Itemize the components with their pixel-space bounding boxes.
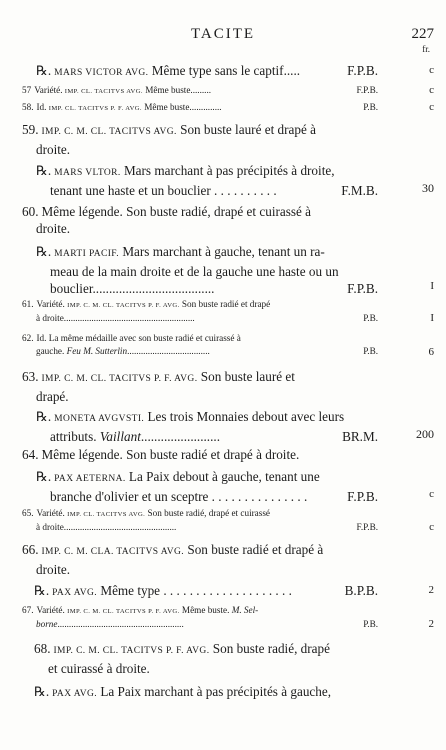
value: c [429,64,434,76]
variety-entry: 61. Variété. IMP. C. M. CL. TACITVS P. F. AVG. Son buste radié et drapé à droite......................................................... P.B. [22,299,378,323]
variety-entry: 58. Id. IMP. CL. TACITVS P. F. AVG. Même buste.............. P.B. [22,102,378,112]
page-number: 227 [411,26,434,42]
reverse-entry: ℞. MARS VICTOR AVG. Même type sans le captif..... F.P.B. [36,63,378,78]
obverse-entry: 59. IMP. C. M. CL. TACITVS AVG. Son buste lauré et drapé à droite. [22,122,316,157]
obverse-entry: 64. Même légende. Son buste radié et drapé à droite. [22,447,300,462]
obverse-entry: 63. IMP. C. M. CL. TACITVS P. F. AVG. Son buste lauré et drapé. [22,369,295,404]
value: c [429,521,434,533]
variety-entry: 65. Variété. IMP. CL. TACITVS AVG. Son buste radié, drapé et cuirassé à droite................................................. F.P.B. [22,508,378,532]
value: 2 [428,618,434,630]
value: c [429,84,434,96]
variety-entry: 57 Variété. IMP. CL. TACITVS AVG. Même buste......... F.P.B. [22,85,378,95]
reverse-entry: ℞. PAX AETERNA. La Paix debout à gauche, tenant une branche d'olivier et un sceptre . . . . . . . . . . . . . . . F.P.B. [36,469,378,504]
value: 30 [422,181,434,195]
value: 6 [428,346,434,358]
value: c [429,488,434,500]
reverse-entry: ℞. PAX AVG. La Paix marchant à pas précipités à gauche, [34,684,332,699]
value-unit: fr. [422,44,430,54]
obverse-entry: 66. IMP. C. M. CLA. TACITVS AVG. Son buste radié et drapé à droite. [22,542,324,577]
variety-entry: 67. Variété. IMP. C. M. CL. TACITVS P. F. AVG. Même buste. M. Sel- borne....................................................... P.B. [22,605,378,629]
reverse-entry: ℞. MONETA AVGVSTI. Les trois Monnaies debout avec leurs attributs. Vaillant........................ BR.M. [36,409,378,444]
reverse-entry: ℞. MARTI PACIF. Mars marchant à gauche, tenant un ra- meau de la main droite et de la gauche une haste ou un bouclier..................................... F.P.B. [36,244,378,296]
value: 2 [428,584,434,596]
obverse-entry: 68. IMP. C. M. CL. TACITVS P. F. AVG. Son buste radié, drapé et cuirassé à droite. [34,641,330,676]
obverse-entry: 60. Même légende. Son buste radié, drapé et cuirassé à droite. [22,204,311,236]
reverse-entry: ℞. PAX AVG. Même type . . . . . . . . . . . . . . . . . . . . B.P.B. [34,583,378,598]
reverse-entry: ℞. MARS VLTOR. Mars marchant à pas précipités à droite, tenant une haste et un bouclier . . . . . . . . . . F.M.B. [36,163,378,198]
value: c [429,101,434,113]
value: 200 [416,427,434,441]
variety-entry: 62. Id. La même médaille avec son buste radié et cuirassé à gauche. Feu M. Sutterlin.................................... P.B. [22,333,378,356]
value: I [430,312,434,324]
page-title: TACITE [190,26,256,42]
value: I [430,280,434,292]
